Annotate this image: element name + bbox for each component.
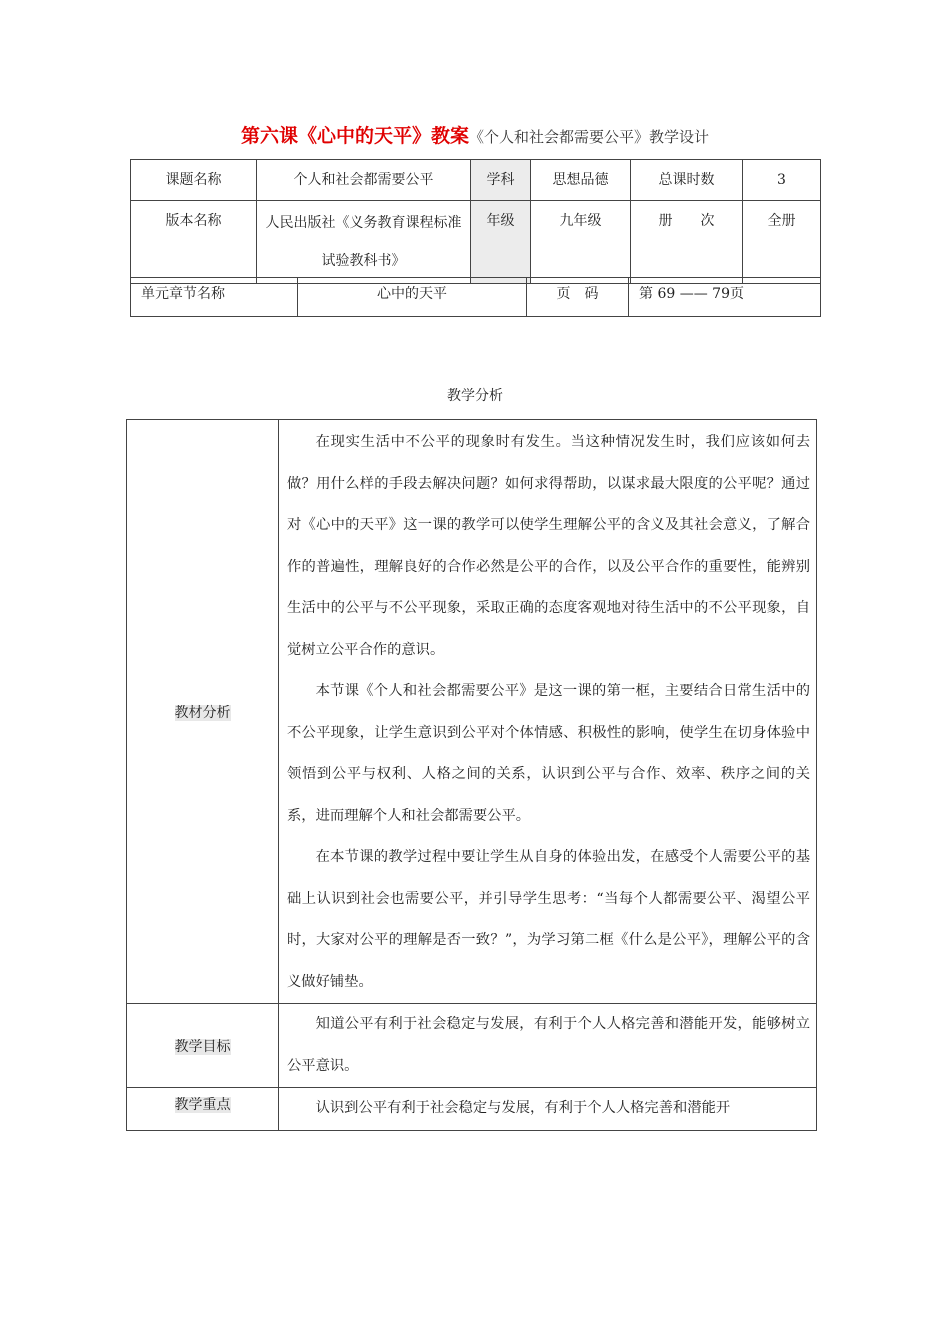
material-paragraph-3: 在本节课的教学过程中要让学生从自身的体验出发，在感受个人需要公平的基础上认识到社会也需要公平，并引导学生思考：“当每个人都需要公平、渴望公平时，大家对公平的理解是否一致？”，为学习第二框《什么是公平》，理解公平的含义做好铺垫。	[287, 849, 810, 990]
material-paragraph-1: 在现实生活中不公平的现象时有发生。当这种情况发生时，我们应该如何去做？用什么样的手段去解决问题？如何求得帮助，以谋求最大限度的公平呢？通过对《心中的天平》这一课的教学可以使学生理解公平的含义及其社会意义，了解合作的普遍性，理解良好的合作必然是公平的合作，以及公平合作的重要性，能辨别生活中的公平与不公平现象，采取正确的态度客观地对待生活中的不公平现象，自觉树立公平合作的意识。	[287, 434, 810, 658]
goal-text: 知道公平有利于社会稳定与发展，有利于个人人格完善和潜能开发，能够树立公平意识。	[287, 1016, 810, 1074]
label-material-analysis: 教材分析	[127, 420, 279, 1004]
cell-subject: 思想品德	[531, 160, 631, 201]
document-title	[0, 124, 950, 149]
cell-label-grade: 年级	[471, 201, 531, 284]
cell-label-volume: 册 次	[631, 201, 743, 284]
row-teaching-goal	[127, 1004, 817, 1088]
title-sub: 《个人和社会都需要公平》教学设计	[469, 128, 710, 146]
cell-chapter: 心中的天平	[298, 278, 527, 317]
cell-label-topic: 课题名称	[131, 160, 257, 201]
label-teaching-goal: 教学目标	[127, 1004, 279, 1088]
teaching-goal-content	[279, 1004, 817, 1088]
cell-grade: 九年级	[531, 201, 631, 284]
cell-label-edition: 版本名称	[131, 201, 257, 284]
cell-label-subject: 学科	[471, 160, 531, 201]
cell-volume: 全册	[743, 201, 821, 284]
cell-hours: 3	[743, 160, 821, 201]
material-analysis-content	[279, 420, 817, 1004]
cell-label-pages: 页 码	[527, 278, 629, 317]
cell-topic: 个人和社会都需要公平	[257, 160, 471, 201]
info-row-2	[131, 201, 821, 284]
teaching-analysis-table	[126, 419, 817, 1131]
info-row-1	[131, 160, 821, 201]
material-paragraph-2: 本节课《个人和社会都需要公平》是这一课的第一框，主要结合日常生活中的不公平现象，让学生意识到公平对个体情感、积极性的影响，使学生在切身体验中领悟到公平与权利、人格之间的关系，认识到公平与合作、效率、秩序之间的关系，进而理解个人和社会都需要公平。	[287, 683, 810, 824]
focus-text: 认识到公平有利于社会稳定与发展，有利于个人人格完善和潜能开	[315, 1100, 731, 1116]
course-chapter-table	[130, 277, 821, 317]
cell-pages: 第 69 —— 79页	[629, 278, 821, 317]
info-row-3	[131, 278, 821, 317]
cell-label-hours: 总课时数	[631, 160, 743, 201]
course-info-table	[130, 159, 821, 284]
cell-edition: 人民出版社《义务教育课程标准试验教科书》	[257, 201, 471, 284]
section-title: 教学分析	[447, 388, 503, 404]
row-material-analysis	[127, 420, 817, 1004]
teaching-focus-content	[279, 1088, 817, 1131]
cell-label-chapter: 单元章节名称	[131, 278, 298, 317]
title-main: 第六课《心中的天平》教案	[240, 125, 469, 147]
row-teaching-focus	[127, 1088, 817, 1131]
label-teaching-focus: 教学重点	[127, 1088, 279, 1131]
